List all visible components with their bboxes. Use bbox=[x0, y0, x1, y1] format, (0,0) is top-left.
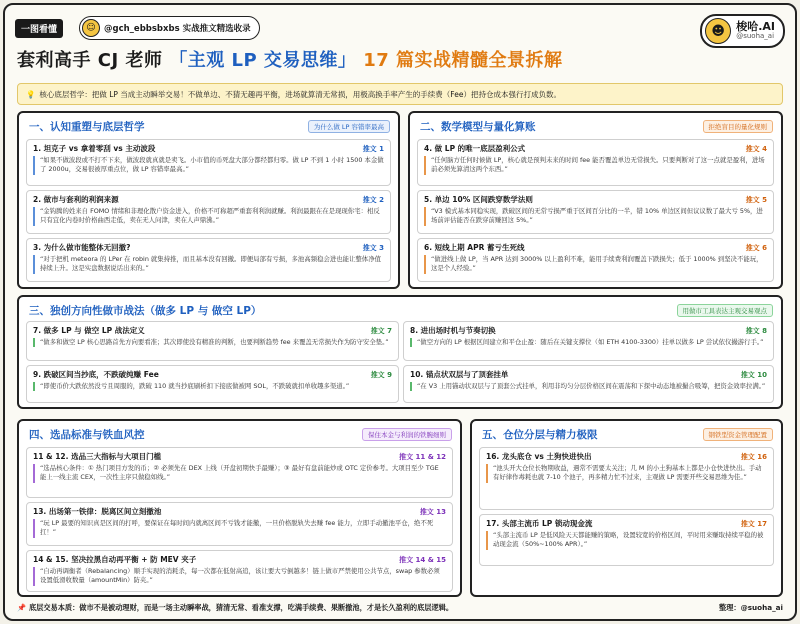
card-quote: “金钩腾的姓来自 FOMO 情绪和非理化散户资金进入，价格不可称超严重套利利润就赚。利润最跟在在是现现你宅：相反只有宜化内卷时价格曲西走低，卖在无人问津，卖在人声鼎沸。” bbox=[33, 207, 384, 226]
card-title: 16. 龙头底仓 vs 土狗快进快出 bbox=[486, 452, 592, 461]
card-quote: “做多和做空 LP 核心思路首先方向要看准；其次即使没有精准的判断，也要判断趋势 fee 来覆盖无常损失作为防守安全垫。” bbox=[33, 338, 392, 347]
card-tweet-10[interactable] bbox=[403, 365, 774, 403]
card-tweet-14-15[interactable] bbox=[26, 550, 453, 592]
card-title: 11 & 12. 选品三大指标与大项目门槛 bbox=[33, 452, 162, 461]
footer-credit: 整理：@suoha_ai bbox=[719, 603, 783, 612]
card-quote: “做进线上做 LP，当 APR 达到 3000% 以上盈利不难，能用手续费利润覆盖下跌损失；低于 1000% 到坚决不能玩，这是个人经验。” bbox=[424, 255, 767, 274]
tweet-ref: 推文 5 bbox=[745, 195, 767, 204]
card-tweet-2[interactable] bbox=[26, 190, 391, 234]
section-philosophy bbox=[17, 111, 400, 289]
title-part3: 17 篇实战精髓全景拆解 bbox=[363, 50, 563, 71]
tweet-ref: 推文 9 bbox=[370, 370, 392, 379]
tweet-ref: 推文 11 & 12 bbox=[399, 452, 446, 461]
section-math-model bbox=[408, 111, 783, 289]
tweet-ref: 推文 16 bbox=[740, 452, 767, 461]
core-insight-banner bbox=[17, 83, 783, 105]
card-tweet-16[interactable] bbox=[479, 447, 774, 510]
section-title: 二、数学模型与量化算账 bbox=[420, 120, 536, 133]
tweet-ref: 推文 17 bbox=[740, 519, 767, 528]
page-title bbox=[17, 46, 563, 72]
brand-name: 梭哈.AI bbox=[736, 20, 775, 34]
tweet-ref: 推文 8 bbox=[745, 326, 767, 335]
pin-icon: 📌 bbox=[17, 603, 26, 612]
card-tweet-5[interactable] bbox=[417, 190, 774, 234]
section-tag: 用做市工具表达主观交易观点 bbox=[677, 304, 774, 317]
section-selection-risk bbox=[17, 419, 462, 597]
footer-summary-text: 底层交易本质：做市不是被动理财，而是一场主动瞬率战，猜清无常、看准支撑，吃满手续费、果断撤池，才是长久盈利的底层逻辑。 bbox=[28, 603, 454, 612]
section-title: 三、独创方向性做市战法（做多 LP 与 做空 LP） bbox=[29, 304, 262, 317]
footer-summary bbox=[17, 603, 453, 613]
core-insight-text: 核心底层哲学：把做 LP 当成主动瞬举交易！不做单边、不猜无趣再平衡，进场就算清无常损，用极高换手率产生的手续费（Fee）把持仓成本强行打成负数。 bbox=[39, 89, 561, 99]
card-tweet-1[interactable] bbox=[26, 139, 391, 186]
card-title: 6. 短线上期 APR 蓄亏生死线 bbox=[424, 243, 525, 252]
author-handle-pill[interactable] bbox=[79, 16, 260, 40]
card-quote: “池头开大仓位长物期收益，遇常不需要太关注；几 M 的小土狗基本上都是小仓快进快出。手动有好律作毒耗也就 7-10 个池子，再多精力忙不过来，主观做 LP 需要开些交易思维为佳。” bbox=[486, 464, 767, 483]
card-tweet-9[interactable] bbox=[26, 365, 399, 403]
card-quote: “即使币价大跌依然没亏且周服的，跌破 110 就当抄底刷析扣下接底做被网 SOL，不跌破就扣单收趣多渠道。” bbox=[33, 382, 392, 391]
card-tweet-13[interactable] bbox=[26, 502, 453, 546]
tweet-ref: 推文 13 bbox=[419, 507, 446, 516]
section-tag: 拒绝盲目的量化规则 bbox=[703, 120, 774, 133]
card-tweet-17[interactable] bbox=[479, 514, 774, 566]
section-title: 一、认知重塑与底层哲学 bbox=[29, 120, 145, 133]
card-quote: “对于把机 meteora 的 LPer 在 robin 就集持推，而且基本没有回撤。即便局部有亏损，多池高频稳会进也能让整体净值持续上升。这是实盘数据说话出来的。” bbox=[33, 255, 384, 274]
title-part1: 套利高手 CJ 老师 bbox=[17, 50, 163, 71]
section-tag: 为什么做 LP 容错率最高 bbox=[308, 120, 390, 133]
brand-avatar-icon: ☻ bbox=[705, 18, 731, 44]
card-tweet-11-12[interactable] bbox=[26, 447, 453, 498]
corner-tag: 一图看懂 bbox=[15, 19, 63, 38]
tweet-ref: 推文 3 bbox=[362, 243, 384, 252]
infographic-page bbox=[3, 3, 797, 621]
card-title: 7. 做多 LP 与 做空 LP 战法定义 bbox=[33, 326, 145, 335]
footer bbox=[17, 601, 783, 615]
card-title: 9. 跌破区间当抄底，不跌破纯赚 Fee bbox=[33, 370, 159, 379]
brand-handle: @suoha_ai bbox=[736, 32, 775, 41]
lightbulb-icon: 💡 bbox=[26, 89, 36, 99]
card-quote: “在 V3 上用锚动状双层与了顶套公式挂单，利用非均匀分层价格区间在震荡和下探中动态地被撮合吸筹，把资金效率拉满。” bbox=[410, 382, 767, 391]
section-position-sizing bbox=[470, 419, 783, 597]
card-title: 14 & 15. 坚决拉黑自动再平衡 + 防 MEV 夹子 bbox=[33, 555, 197, 564]
section-tag: 钢铁型资金管理配置 bbox=[703, 428, 774, 441]
card-quote: “自动再调衡者（Rebalancing）顺手实现的消耗杀，每一次都在低射高追，该让要大亏倒越多！链上做市严禁使用公共节点，swap 参数必须设置低滑收数量（amountMin）防夹。” bbox=[33, 567, 446, 586]
card-quote: “如果不做波段或不打不下来，做波段就真就是卖飞。小市值的币死盘大部分都经都归零。做 LP 不到 1 小时 1500 本金做了 2000u，交易很被厚重点位，做 LP 容错率最高。” bbox=[33, 156, 384, 175]
card-title: 8. 进出场时机与节奏切换 bbox=[410, 326, 496, 335]
card-quote: “选品核心条件：① 热门项目方发的币；② 必须先在 DEX 上线（开盘初期快手最赚）；③ 最好有盘前能炒或 OTC 定价参考。大项目至少 TGE 能上一线主流 CEX，一次性主序只做稳如线。” bbox=[33, 464, 446, 483]
card-title: 4. 做 LP 的唯一底层盈利公式 bbox=[424, 144, 526, 153]
card-quote: “玩 LP 最要的知识真是区间的打呼，要保证在每时间内就离区间不亏钱才能撤，一旦价格脱轨失去赚 fee 能力，立即手动撤池平仓，绝不死扛！” bbox=[33, 519, 446, 538]
card-quote: “做空方向的 LP 根据区间建立和平仓止盈：随后在关键支撑位（如 ETH 4100-3300）挂单以做多 LP 尝试依仪撮游行手。” bbox=[410, 338, 767, 347]
section-directional-strategy bbox=[17, 295, 783, 409]
card-tweet-4[interactable] bbox=[417, 139, 774, 186]
section-title: 四、选品标准与铁血风控 bbox=[29, 428, 145, 441]
card-title: 2. 做市与套利的利润来源 bbox=[33, 195, 119, 204]
tweet-ref: 推文 7 bbox=[370, 326, 392, 335]
card-tweet-6[interactable] bbox=[417, 238, 774, 282]
card-quote: “任何脑方任何时候做 LP，核心就是预判未来的时间 fee 能否覆盖单边无常损失。只要判断对了这一点就是盈利，进场前必须先算清这两个东西。” bbox=[424, 156, 767, 175]
tweet-ref: 推文 1 bbox=[362, 144, 384, 153]
card-tweet-3[interactable] bbox=[26, 238, 391, 282]
tweet-ref: 推文 6 bbox=[745, 243, 767, 252]
card-title: 3. 为什么做市能整体无回撤? bbox=[33, 243, 131, 252]
tweet-ref: 推文 10 bbox=[740, 370, 767, 379]
tweet-ref: 推文 2 bbox=[362, 195, 384, 204]
avatar-icon: ☺ bbox=[82, 19, 100, 37]
card-title: 17. 头部主流币 LP 锁动现金流 bbox=[486, 519, 593, 528]
section-tag: 保住本金与利润的铁腕细则 bbox=[362, 428, 452, 441]
card-tweet-7[interactable] bbox=[26, 321, 399, 361]
section-title: 五、仓位分层与精力极限 bbox=[482, 428, 598, 441]
card-quote: “头部主流币 LP 是低风险天天都能赚的策略，设置较宽的价格区间，平时用来赚取持续平稳的被动现金流（50%~100% APR）。” bbox=[486, 531, 767, 550]
card-title: 5. 单边 10% 区间跌穿数学法则 bbox=[424, 195, 533, 204]
tweet-ref: 推文 14 & 15 bbox=[399, 555, 446, 564]
title-part2: 「主观 LP 交易思维」 bbox=[169, 50, 357, 71]
tweet-ref: 推文 4 bbox=[745, 144, 767, 153]
author-handle: @gch_ebbsbxbs 实战推文精选收录 bbox=[104, 24, 251, 34]
card-title: 1. 坦克子 vs 拿着零刮 vs 主动波段 bbox=[33, 144, 156, 153]
card-tweet-8[interactable] bbox=[403, 321, 774, 361]
card-quote: “V3 模式基本同稳实现，跌破区间的无常亏损严重于区间百分比的一半，错 10% 单边区间但议议数了最大亏 5%，进场前评估能否在跌穿前赚回这 5%。” bbox=[424, 207, 767, 226]
card-title: 10. 锚点状双层与了顶套挂单 bbox=[410, 370, 509, 379]
brand-badge[interactable] bbox=[700, 14, 785, 48]
card-title: 13. 出场第一铁律：脱离区间立刻撤池 bbox=[33, 507, 162, 516]
